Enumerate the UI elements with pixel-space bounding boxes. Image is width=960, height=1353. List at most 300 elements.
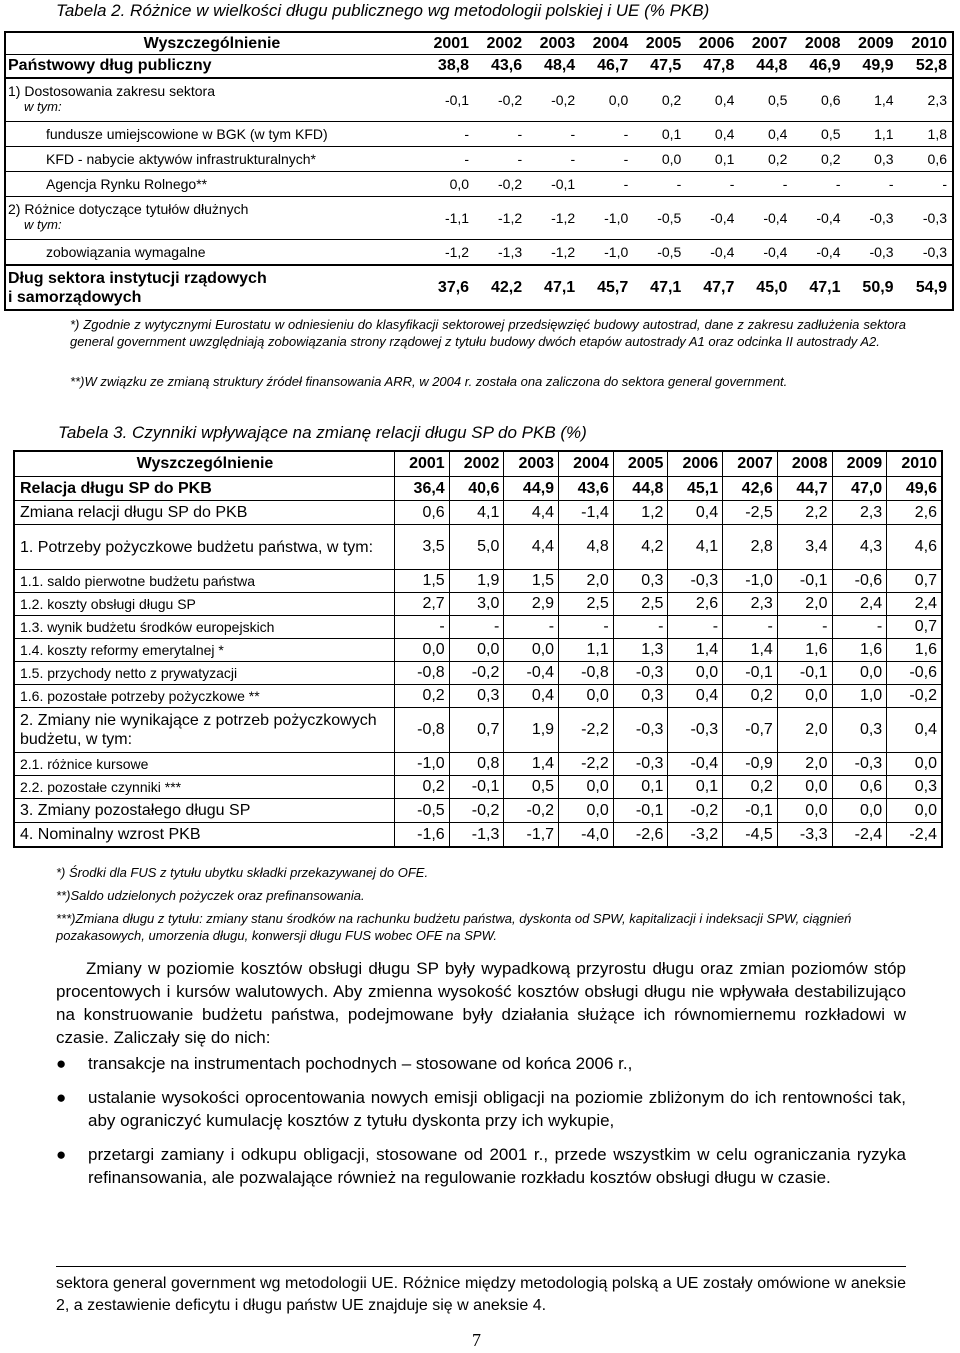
table3-cell: 0,7: [449, 708, 504, 753]
table3-cell: 0,3: [449, 685, 504, 708]
table3-cell: 0,4: [668, 501, 723, 525]
table2-cell: 47,1: [633, 265, 686, 310]
table3-cell: 1,4: [504, 753, 559, 776]
table2-row: [5, 78, 953, 122]
bullet-dot-icon: ●: [56, 1145, 67, 1164]
table2-row: [5, 147, 953, 172]
table3-row: [14, 639, 942, 662]
table3-cell: 44,8: [613, 477, 668, 501]
table3-row-label: 4. Nominalny wzrost PKB: [14, 823, 395, 848]
table3-header-cell: 2005: [613, 451, 668, 477]
table3-row-label: 1.1. saldo pierwotne budżetu państwa: [14, 570, 395, 593]
table3-cell: 0,5: [504, 776, 559, 799]
table2-note-2: **)W związku ze zmianą struktury źródeł finansowania ARR, w 2004 r. została ona zaliczona do sektora general government.: [70, 374, 788, 389]
table3-cell: -1,6: [395, 823, 450, 848]
page-number: 7: [472, 1330, 481, 1350]
table2-cell: 47,5: [633, 55, 686, 79]
table3-cell: 1,0: [832, 685, 887, 708]
table3-cell: 4,2: [613, 525, 668, 570]
page-footnote: sektora general government wg metodologii UE. Różnice między metodologią polską a UE zostały omówione w aneksie 2, a zestawienie deficytu i długu państw UE znajduje się w aneksie 4.: [56, 1275, 906, 1314]
table3-cell: 2,6: [668, 593, 723, 616]
table3-row: [14, 823, 942, 848]
bullet-dot-icon: ●: [56, 1088, 67, 1107]
table3-cell: 0,0: [559, 685, 614, 708]
table2-cell: -: [580, 122, 633, 147]
bullet-dot-icon: ●: [56, 1054, 67, 1073]
table2-cell: 45,0: [739, 265, 792, 310]
table3-cell: 2,7: [395, 593, 450, 616]
table3-cell: -1,0: [723, 570, 778, 593]
table2-cell: 37,6: [421, 265, 474, 310]
table2-header-cell: 2008: [792, 32, 845, 55]
table3-row-label: Zmiana relacji długu SP do PKB: [14, 501, 395, 525]
table3-cell: 2,8: [723, 525, 778, 570]
table3-cell: 43,6: [559, 477, 614, 501]
bullet-text: ustalanie wysokości oprocentowania nowych emisji obligacji na poziomie zbliżonym do ich rentowności tak, aby ograniczyć kumulację kosztów z tytułu dyskonta przy ich wykupie,: [88, 1088, 906, 1130]
table2-cell: 1,1: [846, 122, 899, 147]
table2-cell: 0,5: [792, 122, 845, 147]
table3-cell: -0,1: [449, 776, 504, 799]
table2-row-label-text: Dług sektora instytucji rządowych: [8, 269, 267, 287]
bullet-text: przetargi zamiany i odkupu obligacji, stosowane od 2001 r., przede wszystkim w celu ograniczania ryzyka refinansowania, ale pozwalające również na regulowanie rozkładu kosztów obsługi długu w czasie.: [88, 1145, 906, 1187]
table3-cell: 36,4: [395, 477, 450, 501]
table3-cell: -2,5: [723, 501, 778, 525]
table3-cell: -4,5: [723, 823, 778, 848]
table3-cell: 2,5: [613, 593, 668, 616]
table2-cell: -0,5: [633, 240, 686, 266]
table3-row-label: 1.6. pozostałe potrzeby pożyczkowe **: [14, 685, 395, 708]
table2-header-cell: 2007: [739, 32, 792, 55]
table3-row: [14, 525, 942, 570]
table3-cell: 44,9: [504, 477, 559, 501]
table3-cell: -0,3: [613, 708, 668, 753]
table3-cell: -: [504, 616, 559, 639]
table3-cell: -0,6: [832, 570, 887, 593]
table3-cell: 44,7: [777, 477, 832, 501]
table3-cell: 0,0: [559, 776, 614, 799]
table3-cell: 0,0: [449, 639, 504, 662]
table3-cell: 4,8: [559, 525, 614, 570]
table3-cell: -: [668, 616, 723, 639]
table3-cell: 4,1: [449, 501, 504, 525]
table3-row-label: 1.5. przychody netto z prywatyzacji: [14, 662, 395, 685]
table2-cell: -0,4: [739, 240, 792, 266]
table3-row: [14, 616, 942, 639]
table3-cell: -0,1: [777, 662, 832, 685]
table3-cell: -0,4: [504, 662, 559, 685]
table2-cell: -: [686, 172, 739, 197]
table3-cell: -0,5: [395, 799, 450, 823]
table2-row: [5, 55, 953, 79]
table2-cell: -1,2: [527, 197, 580, 240]
table3-cell: -3,3: [777, 823, 832, 848]
table2-cell: -: [739, 172, 792, 197]
table3-header-cell: 2002: [449, 451, 504, 477]
table3-row-label: 1. Potrzeby pożyczkowe budżetu państwa, w tym:: [14, 525, 395, 570]
table3-cell: -1,4: [559, 501, 614, 525]
table2-row-label: [5, 55, 421, 79]
table2-cell: 0,4: [739, 122, 792, 147]
table3-cell: 1,5: [504, 570, 559, 593]
table2-header-cell: 2006: [686, 32, 739, 55]
table2-cell: 46,9: [792, 55, 845, 79]
table2-cell: 42,2: [474, 265, 527, 310]
table2-cell: -0,1: [421, 78, 474, 122]
table3-cell: 5,0: [449, 525, 504, 570]
table3-cell: 2,0: [777, 593, 832, 616]
table3-cell: 0,3: [613, 570, 668, 593]
table2-row-label-sub: w tym:: [24, 99, 62, 114]
table3-row-label: 1.4. koszty reformy emerytalnej *: [14, 639, 395, 662]
table2-cell: 38,8: [421, 55, 474, 79]
table2-row-label-sub: w tym:: [24, 217, 62, 232]
table3-cell: 0,0: [777, 685, 832, 708]
table2-row: [5, 197, 953, 240]
table3-header-cell: 2006: [668, 451, 723, 477]
table2-cell: 47,7: [686, 265, 739, 310]
table2-cell: -0,1: [527, 172, 580, 197]
table3-cell: -0,2: [668, 799, 723, 823]
table3-cell: -1,7: [504, 823, 559, 848]
table3-cell: 45,1: [668, 477, 723, 501]
table3-cell: 1,2: [613, 501, 668, 525]
table3-cell: -0,7: [723, 708, 778, 753]
table2-cell: 44,8: [739, 55, 792, 79]
table3-cell: 0,0: [777, 776, 832, 799]
table2-cell: 0,0: [580, 78, 633, 122]
table2-cell: -: [527, 147, 580, 172]
table3-cell: 3,4: [777, 525, 832, 570]
table3-row: [14, 662, 942, 685]
table3-cell: -: [613, 616, 668, 639]
table3-cell: 2,0: [559, 570, 614, 593]
table3-cell: 0,2: [395, 776, 450, 799]
table2-cell: 0,6: [792, 78, 845, 122]
table2-row: [5, 172, 953, 197]
table2-header-cell: 2001: [421, 32, 474, 55]
table2-cell: -0,4: [686, 197, 739, 240]
table2-cell: -0,4: [739, 197, 792, 240]
table2-cell: -0,4: [792, 240, 845, 266]
table3-cell: 40,6: [449, 477, 504, 501]
table3-cell: -0,1: [777, 570, 832, 593]
table3-header-cell: 2010: [887, 451, 942, 477]
table2-row-label-text: 1) Dostosowania zakresu sektora: [8, 83, 215, 99]
table2-cell: -: [474, 122, 527, 147]
table3-row-label: Relacja długu SP do PKB: [14, 477, 395, 501]
table3-note-2: **)Saldo udzielonych pożyczek oraz prefinansowania.: [56, 888, 365, 903]
table3-cell: 1,6: [832, 639, 887, 662]
table2-row: [5, 240, 953, 266]
table3-cell: -1,3: [449, 823, 504, 848]
table3-row: [14, 570, 942, 593]
table2-row-label: [5, 172, 421, 197]
table3-cell: 0,7: [887, 570, 942, 593]
table2-cell: -0,2: [474, 172, 527, 197]
table3-cell: 2,3: [723, 593, 778, 616]
table3-cell: 1,4: [723, 639, 778, 662]
table2-cell: 0,5: [739, 78, 792, 122]
table2-cell: 47,1: [527, 265, 580, 310]
table3-cell: 42,6: [723, 477, 778, 501]
table2-row: [5, 122, 953, 147]
table2-cell: 0,2: [792, 147, 845, 172]
table3-cell: 0,6: [832, 776, 887, 799]
table3-cell: -2,6: [613, 823, 668, 848]
table2-cell: 0,0: [633, 147, 686, 172]
table2-row-label-text: fundusze umiejscowione w BGK (w tym KFD): [46, 126, 328, 142]
table3-row: [14, 593, 942, 616]
table2-header-row: [5, 32, 953, 55]
table3-cell: 49,6: [887, 477, 942, 501]
table3-note-3: ***)Zmiana długu z tytułu: zmiany stanu środków na rachunku budżetu państwa, dyskonta od SPW, kapitalizacji i indeksacji SPW, ciągnień pozakasowych, umorzenia długu, konwersji długu FUS wobec OFE na SPW.: [56, 911, 852, 943]
table2-cell: 1,8: [899, 122, 953, 147]
table2-cell: -0,4: [686, 240, 739, 266]
table3-cell: 1,4: [668, 639, 723, 662]
table2-cell: 49,9: [846, 55, 899, 79]
body-paragraph: Zmiany w poziomie kosztów obsługi długu SP były wypadkową przyrostu długu oraz zmian poziomów stóp procentowych i kursów walutowych. Aby zmienna wysokość kosztów obsługi długu nie wpływała destabilizująco na konstruowanie budżetu państwa, podejmowane były działania służące ich równomiernemu rozkładowi w czasie. Zaliczały się do nich:: [56, 959, 906, 1047]
table2-header-cell: 2003: [527, 32, 580, 55]
table3-header-cell: 2003: [504, 451, 559, 477]
table3-cell: 2,3: [832, 501, 887, 525]
table3-cell: 0,0: [832, 662, 887, 685]
bullet-item: [56, 1143, 906, 1189]
table2-row-label: [5, 147, 421, 172]
table3-cell: -: [832, 616, 887, 639]
table3-cell: 0,2: [395, 685, 450, 708]
table3-note-1: *) Środki dla FUS z tytułu ubytku składki przekazywanej do OFE.: [56, 865, 429, 880]
table3-row: [14, 753, 942, 776]
table3-cell: 4,4: [504, 501, 559, 525]
table2-cell: 54,9: [899, 265, 953, 310]
table3-cell: 1,3: [613, 639, 668, 662]
table2-cell: -0,4: [792, 197, 845, 240]
table3-cell: 0,0: [832, 799, 887, 823]
table3-cell: -2,4: [832, 823, 887, 848]
table2-cell: -0,2: [474, 78, 527, 122]
table3-header-cell: Wyszczególnienie: [14, 451, 395, 477]
table2-cell: 0,6: [899, 147, 953, 172]
table3-cell: 1,6: [887, 639, 942, 662]
table3-header-cell: 2008: [777, 451, 832, 477]
table3-cell: 2,9: [504, 593, 559, 616]
table3-cell: -0,9: [723, 753, 778, 776]
table2-note-1: *) Zgodnie z wytycznymi Eurostatu w odniesieniu do klasyfikacji sektorowej przedsięwzięć budowy autostrad, dane z zakresu zadłużenia sektora general government uwzględniają zobowiązania strony rządowej z tytułu budowy dwóch etapów autostrady A1 oraz odcinka II autostrady A2.: [70, 317, 906, 349]
table3-row-label: 1.3. wynik budżetu środków europejskich: [14, 616, 395, 639]
table3-cell: 0,0: [777, 799, 832, 823]
bullet-list: [56, 1052, 906, 1200]
table3-cell: -0,3: [668, 570, 723, 593]
bullet-item: [56, 1086, 906, 1132]
table2-row-label-text: zobowiązania wymagalne: [46, 244, 206, 260]
table2-header-cell: 2009: [846, 32, 899, 55]
table2-cell: -0,3: [846, 240, 899, 266]
table3-cell: 2,4: [832, 593, 887, 616]
table3-cell: 0,6: [395, 501, 450, 525]
table3-cell: -0,8: [395, 662, 450, 685]
table2-cell: -1,1: [421, 197, 474, 240]
table2-cell: 46,7: [580, 55, 633, 79]
table2-cell: -: [792, 172, 845, 197]
table2-row-label-text: 2) Różnice dotyczące tytułów dłużnych: [8, 201, 249, 217]
table2-row-label: [5, 265, 421, 310]
table2-cell: 0,1: [686, 147, 739, 172]
table2-cell: -: [899, 172, 953, 197]
table3-cell: 0,0: [559, 799, 614, 823]
table3-cell: -: [559, 616, 614, 639]
table2-row-label: [5, 197, 421, 240]
table3-header-cell: 2001: [395, 451, 450, 477]
table2-cell: -1,0: [580, 197, 633, 240]
table2-cell: 1,4: [846, 78, 899, 122]
table2-row-label-text: KFD - nabycie aktywów infrastrukturalnych*: [46, 151, 316, 167]
table2-cell: 47,1: [792, 265, 845, 310]
table2-header-cell: 2002: [474, 32, 527, 55]
table2-row-label: [5, 240, 421, 266]
table2-cell: -: [527, 122, 580, 147]
table3-cell: 0,4: [887, 708, 942, 753]
table3-row: [14, 708, 942, 753]
table3-cell: -2,2: [559, 708, 614, 753]
table3-cell: -1,0: [395, 753, 450, 776]
table3-cell: -0,4: [668, 753, 723, 776]
footnote-divider: [56, 1266, 906, 1267]
table2-cell: -1,2: [474, 197, 527, 240]
table2-row-label: [5, 78, 421, 122]
table3-cell: -0,1: [613, 799, 668, 823]
table2-cell: -: [421, 122, 474, 147]
table2-cell: 0,2: [739, 147, 792, 172]
table2-cell: 0,1: [633, 122, 686, 147]
table2-row-label-sub: i samorządowych: [8, 288, 142, 306]
bullet-text: transakcje na instrumentach pochodnych – stosowane od końca 2006 r.,: [88, 1054, 633, 1073]
table3-cell: 47,0: [832, 477, 887, 501]
table2-row-label-text: Państwowy dług publiczny: [8, 57, 212, 74]
table3-cell: -0,3: [832, 753, 887, 776]
table2-cell: -1,2: [527, 240, 580, 266]
table2-row-label-text: Agencja Rynku Rolnego**: [46, 176, 208, 192]
table3-row: [14, 776, 942, 799]
table3-cell: 0,2: [723, 776, 778, 799]
table2-cell: 52,8: [899, 55, 953, 79]
table2-cell: 2,3: [899, 78, 953, 122]
table3: [13, 450, 943, 848]
table3-cell: 2,0: [777, 708, 832, 753]
table3-cell: -: [395, 616, 450, 639]
table3-cell: 0,8: [449, 753, 504, 776]
table3-cell: -3,2: [668, 823, 723, 848]
table3-caption: Tabela 3. Czynniki wpływające na zmianę relacji długu SP do PKB (%): [58, 423, 587, 442]
table2-cell: 0,4: [686, 78, 739, 122]
table3-cell: 1,6: [777, 639, 832, 662]
table3-cell: 0,4: [668, 685, 723, 708]
table3-row-label: 1.2. koszty obsługi długu SP: [14, 593, 395, 616]
table3-cell: -0,1: [723, 662, 778, 685]
table3-cell: -0,2: [449, 799, 504, 823]
table3-row: [14, 799, 942, 823]
table2-header-cell: 2005: [633, 32, 686, 55]
table2-cell: -: [580, 172, 633, 197]
table3-cell: 0,3: [887, 776, 942, 799]
table2-cell: -: [474, 147, 527, 172]
table2-cell: -0,3: [846, 197, 899, 240]
table3-cell: 1,5: [395, 570, 450, 593]
table2-cell: -1,2: [421, 240, 474, 266]
table3-cell: -0,8: [559, 662, 614, 685]
table3-cell: 0,0: [668, 662, 723, 685]
table2-cell: 0,4: [686, 122, 739, 147]
table3-cell: -0,8: [395, 708, 450, 753]
table2-cell: 50,9: [846, 265, 899, 310]
table2-row: [5, 265, 953, 310]
table3-header-cell: 2007: [723, 451, 778, 477]
table2-cell: -0,3: [899, 240, 953, 266]
table3-row-label: 3. Zmiany pozostałego długu SP: [14, 799, 395, 823]
table2-cell: 0,0: [421, 172, 474, 197]
table3-cell: -0,1: [723, 799, 778, 823]
table3-row-label: 2.2. pozostałe czynniki ***: [14, 776, 395, 799]
table3-header-cell: 2009: [832, 451, 887, 477]
table3-header-row: [14, 451, 942, 477]
table3-cell: 4,6: [887, 525, 942, 570]
table3-cell: 2,4: [887, 593, 942, 616]
table3-cell: -0,2: [504, 799, 559, 823]
table3-cell: 0,0: [504, 639, 559, 662]
table2-cell: 45,7: [580, 265, 633, 310]
table3-cell: -2,4: [887, 823, 942, 848]
table3-row-label: 2. Zmiany nie wynikające z potrzeb pożyczkowych budżetu, w tym:: [14, 708, 395, 753]
table3-cell: 0,1: [613, 776, 668, 799]
table3-cell: 0,0: [887, 753, 942, 776]
table2-caption: Tabela 2. Różnice w wielkości długu publicznego wg metodologii polskiej i UE (% PKB): [56, 1, 710, 20]
table3-cell: -0,6: [887, 662, 942, 685]
table3-cell: -0,2: [887, 685, 942, 708]
table2-cell: 47,8: [686, 55, 739, 79]
table3-cell: 2,5: [559, 593, 614, 616]
bullet-item: [56, 1052, 906, 1075]
table3-cell: 0,2: [723, 685, 778, 708]
table3-cell: -: [449, 616, 504, 639]
table3-cell: -2,2: [559, 753, 614, 776]
table3-row-label: 2.1. różnice kursowe: [14, 753, 395, 776]
table2-cell: -1,3: [474, 240, 527, 266]
table3-cell: -0,3: [613, 662, 668, 685]
table2-cell: 48,4: [527, 55, 580, 79]
table2-header-cell: 2004: [580, 32, 633, 55]
table2-cell: -: [633, 172, 686, 197]
table2-cell: -: [421, 147, 474, 172]
table3-cell: -0,2: [449, 662, 504, 685]
table3-cell: 0,1: [668, 776, 723, 799]
table3-cell: 1,1: [559, 639, 614, 662]
table2: [4, 31, 954, 311]
table3-cell: -4,0: [559, 823, 614, 848]
table3-cell: -: [777, 616, 832, 639]
table3-cell: -: [723, 616, 778, 639]
table3-cell: 4,1: [668, 525, 723, 570]
table3-header-cell: 2004: [559, 451, 614, 477]
table2-header-cell: Wyszczególnienie: [5, 32, 421, 55]
table2-cell: -: [846, 172, 899, 197]
table3-cell: -0,3: [613, 753, 668, 776]
table2-cell: 43,6: [474, 55, 527, 79]
table3-cell: 4,3: [832, 525, 887, 570]
table3-cell: 0,7: [887, 616, 942, 639]
table2-row-label: [5, 122, 421, 147]
table3-cell: 0,3: [832, 708, 887, 753]
table3-cell: 1,9: [449, 570, 504, 593]
table3-cell: 3,5: [395, 525, 450, 570]
